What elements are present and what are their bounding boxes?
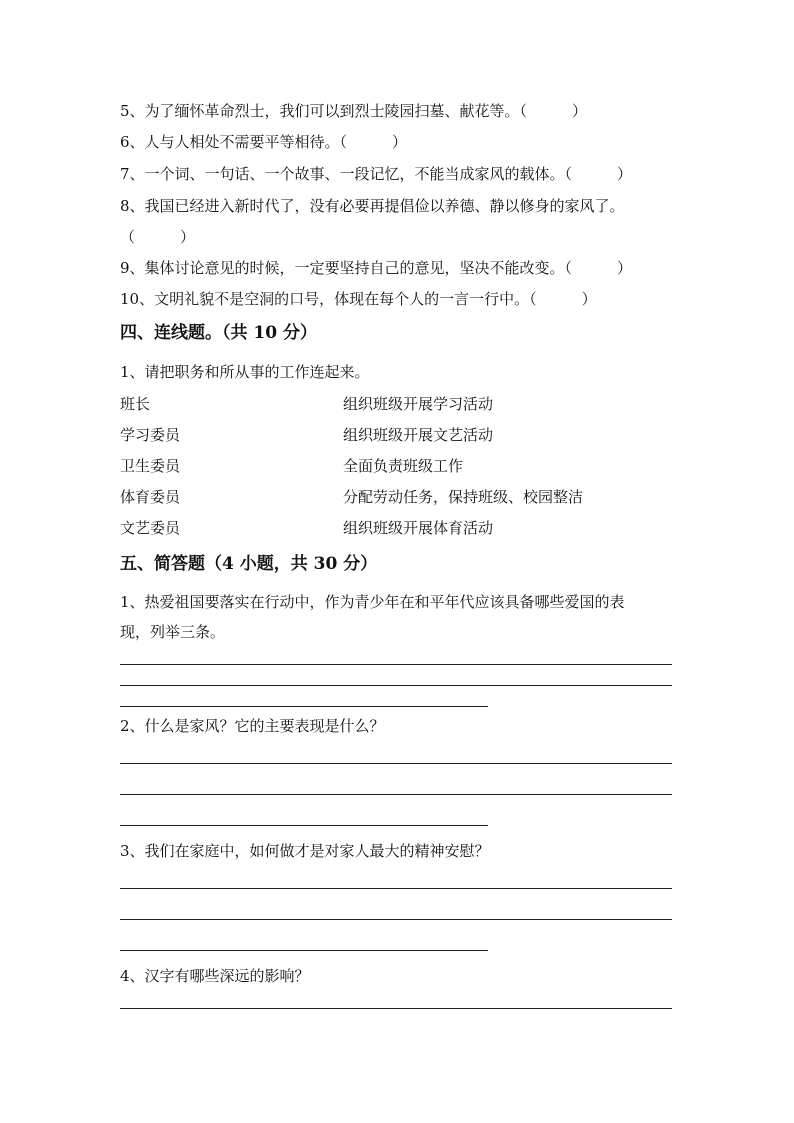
answer-line[interactable] [120, 685, 672, 686]
match-right-4: 分配劳动任务，保持班级、校园整洁 [343, 488, 584, 506]
match-left-4: 体育委员 [120, 488, 181, 506]
judgement-item-7: 7、一个词、一句话、一个故事、一段记忆，不能当成家风的载体。（ ） [120, 165, 633, 183]
section-4-title: 四、连线题。（共 10 分） [120, 323, 317, 343]
match-right-3: 全面负责班级工作 [343, 457, 464, 475]
match-right-5: 组织班级开展体育活动 [343, 519, 494, 537]
match-right-1: 组织班级开展学习活动 [343, 395, 494, 413]
match-left-3: 卫生委员 [120, 457, 181, 475]
section-5-title: 五、简答题（4 小题，共 30 分） [120, 554, 378, 574]
answer-line[interactable] [120, 888, 672, 889]
match-left-1: 班长 [120, 395, 151, 413]
match-right-2: 组织班级开展文艺活动 [343, 426, 494, 444]
question-2: 2、什么是家风？它的主要表现是什么？ [120, 717, 385, 735]
judgement-item-9: 9、集体讨论意见的时候，一定要坚持自己的意见，坚决不能改变。（ ） [120, 259, 633, 277]
judgement-item-8: 8、我国已经进入新时代了，没有必要再提倡俭以养德、静以修身的家风了。 [120, 197, 625, 215]
judgement-item-8-blank: （ ） [120, 228, 196, 246]
matching-prompt: 1、请把职务和所从事的工作连起来。 [120, 363, 370, 381]
match-left-2: 学习委员 [120, 426, 181, 444]
answer-line[interactable] [120, 664, 672, 665]
judgement-item-5: 5、为了缅怀革命烈士，我们可以到烈士陵园扫墓、献花等。（ ） [120, 102, 588, 120]
question-4: 4、汉字有哪些深远的影响？ [120, 967, 310, 985]
answer-line[interactable] [120, 1008, 672, 1009]
answer-line[interactable] [120, 919, 672, 920]
answer-line[interactable] [120, 763, 672, 764]
question-1-line-1: 1、热爱祖国要落实在行动中，作为青少年在和平年代应该具备哪些爱国的表 [120, 593, 625, 611]
judgement-item-10: 10、文明礼貌不是空洞的口号，体现在每个人的一言一行中。（ ） [120, 290, 597, 308]
question-3: 3、我们在家庭中，如何做才是对家人最大的精神安慰？ [120, 842, 490, 860]
answer-line[interactable] [120, 825, 488, 826]
question-1-line-2: 现，列举三条。 [120, 623, 226, 641]
answer-line[interactable] [120, 794, 672, 795]
judgement-item-6: 6、人与人相处不需要平等相待。（ ） [120, 133, 408, 151]
match-left-5: 文艺委员 [120, 519, 181, 537]
answer-line[interactable] [120, 950, 488, 951]
answer-line[interactable] [120, 706, 488, 707]
